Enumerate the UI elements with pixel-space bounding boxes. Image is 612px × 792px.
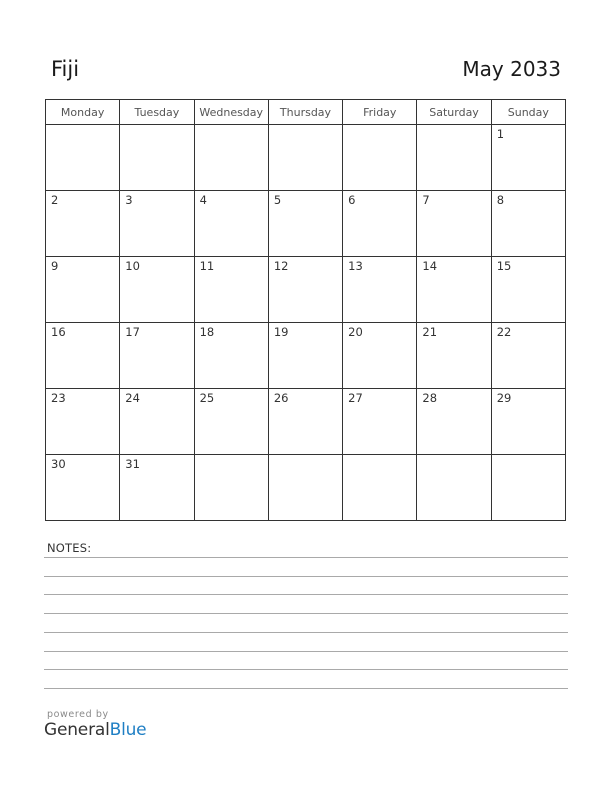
- day-number: [492, 455, 565, 457]
- day-cell: [491, 125, 565, 191]
- day-number: 1: [496, 127, 505, 141]
- notes-line: [44, 576, 568, 577]
- weekday-thursday: Thursday: [268, 100, 342, 125]
- day-cell: [491, 191, 565, 257]
- weekday-header-row: [46, 100, 566, 125]
- day-cell: [120, 125, 194, 191]
- day-cell: [417, 191, 491, 257]
- brand-blue: Blue: [109, 720, 147, 740]
- day-cell: [491, 323, 565, 389]
- day-number: 25: [199, 391, 215, 405]
- day-cell: [268, 389, 342, 455]
- day-number: [269, 455, 342, 457]
- day-number: [195, 455, 268, 457]
- day-cell: [194, 191, 268, 257]
- day-cell: [417, 323, 491, 389]
- day-cell: [268, 191, 342, 257]
- day-number: 19: [273, 325, 289, 339]
- day-number: 27: [348, 391, 363, 405]
- notes-line: [44, 613, 568, 614]
- day-number: 28: [422, 391, 438, 405]
- day-number: 20: [348, 325, 363, 339]
- week-row: [46, 389, 566, 455]
- notes-line: [44, 651, 568, 652]
- notes-line: [44, 557, 568, 558]
- day-number: 9: [51, 259, 59, 273]
- day-cell: [46, 323, 120, 389]
- week-row: [46, 191, 566, 257]
- day-cell: [491, 257, 565, 323]
- calendar-grid: [45, 99, 566, 521]
- day-number: 12: [273, 259, 289, 273]
- notes-line: [44, 632, 568, 633]
- day-cell: [46, 125, 120, 191]
- day-number: 21: [422, 325, 438, 339]
- day-number: 18: [199, 325, 215, 339]
- week-row: [46, 455, 566, 521]
- day-cell: [46, 257, 120, 323]
- notes-line: [44, 688, 568, 689]
- weekday-monday: Monday: [46, 100, 120, 125]
- day-number: [195, 125, 268, 127]
- day-number: 30: [51, 457, 66, 471]
- brand-general: General: [44, 720, 110, 740]
- day-number: 23: [51, 391, 66, 405]
- day-cell: [491, 389, 565, 455]
- weekday-friday: Friday: [343, 100, 417, 125]
- day-cell: [46, 191, 120, 257]
- day-number: 26: [273, 391, 289, 405]
- day-number: [46, 125, 119, 127]
- month-year-title: May 2033: [462, 57, 561, 81]
- weekday-saturday: Saturday: [417, 100, 491, 125]
- day-cell: [417, 125, 491, 191]
- day-number: 29: [496, 391, 512, 405]
- day-number: 11: [199, 259, 215, 273]
- day-cell: [194, 323, 268, 389]
- day-number: 15: [496, 259, 512, 273]
- notes-line: [44, 669, 568, 670]
- day-cell: [268, 323, 342, 389]
- day-cell: [268, 455, 342, 521]
- day-cell: [343, 125, 417, 191]
- day-cell: [194, 125, 268, 191]
- day-number: 5: [273, 193, 282, 207]
- day-number: 8: [496, 193, 505, 207]
- powered-by-text: powered by: [47, 709, 109, 720]
- day-number: 22: [496, 325, 512, 339]
- day-number: [417, 455, 490, 457]
- day-cell: [46, 455, 120, 521]
- day-cell: [120, 323, 194, 389]
- week-row: [46, 125, 566, 191]
- day-number: 2: [51, 193, 59, 207]
- day-number: [269, 125, 342, 127]
- day-cell: [343, 389, 417, 455]
- day-number: 10: [125, 259, 140, 273]
- day-cell: [343, 323, 417, 389]
- day-cell: [120, 455, 194, 521]
- country-title: Fiji: [51, 57, 80, 81]
- day-number: 4: [199, 193, 207, 207]
- day-number: 6: [348, 193, 356, 207]
- day-cell: [194, 257, 268, 323]
- day-number: [343, 455, 416, 457]
- weekday-tuesday: Tuesday: [120, 100, 194, 125]
- day-cell: [120, 257, 194, 323]
- day-cell: [343, 455, 417, 521]
- notes-line: [44, 594, 568, 595]
- day-cell: [46, 389, 120, 455]
- day-cell: [343, 191, 417, 257]
- day-number: 14: [422, 259, 438, 273]
- day-number: [343, 125, 416, 127]
- day-cell: [417, 455, 491, 521]
- day-cell: [417, 257, 491, 323]
- generalblue-logo: [44, 720, 146, 740]
- day-number: 17: [125, 325, 140, 339]
- day-cell: [194, 389, 268, 455]
- day-number: 31: [125, 457, 140, 471]
- day-cell: [491, 455, 565, 521]
- notes-label: NOTES:: [47, 541, 92, 555]
- day-cell: [120, 191, 194, 257]
- day-cell: [417, 389, 491, 455]
- day-cell: [120, 389, 194, 455]
- day-number: [120, 125, 193, 127]
- day-number: 24: [125, 391, 140, 405]
- day-number: 3: [125, 193, 133, 207]
- weekday-sunday: Sunday: [491, 100, 565, 125]
- day-number: 16: [51, 325, 66, 339]
- day-cell: [194, 455, 268, 521]
- day-number: 7: [422, 193, 430, 207]
- day-number: 13: [348, 259, 363, 273]
- day-cell: [268, 257, 342, 323]
- day-cell: [268, 125, 342, 191]
- weekday-wednesday: Wednesday: [194, 100, 268, 125]
- day-cell: [343, 257, 417, 323]
- week-row: [46, 257, 566, 323]
- day-number: [417, 125, 490, 127]
- week-row: [46, 323, 566, 389]
